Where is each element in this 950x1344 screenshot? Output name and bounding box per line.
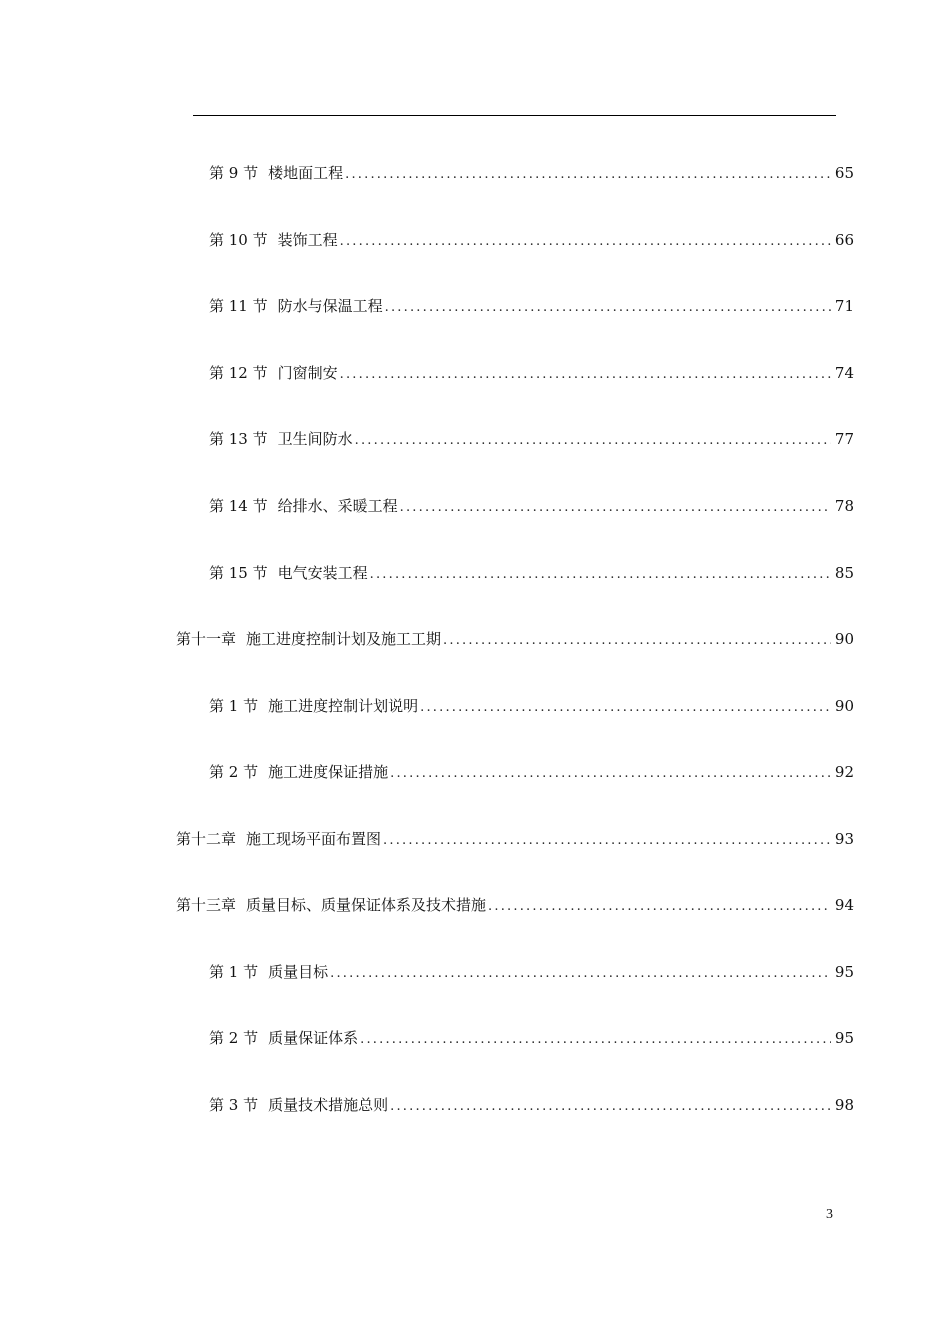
toc-entry-title: 装饰工程 — [277, 231, 338, 249]
toc-entry-title: 施工进度控制计划及施工工期 — [246, 630, 442, 648]
toc-entry[interactable] — [209, 427, 854, 451]
toc-entry-number: 第 1 节 — [209, 963, 259, 981]
toc-entry-number: 第 2 节 — [209, 1029, 259, 1047]
toc-entry[interactable] — [209, 228, 854, 252]
page-number: 3 — [826, 1207, 833, 1222]
toc-entry-page: 66 — [834, 231, 854, 249]
toc-entry-page: 93 — [834, 830, 854, 848]
toc-leader-dots — [355, 429, 831, 453]
toc-entry-page: 78 — [834, 497, 854, 515]
toc-leader-dots — [330, 962, 831, 986]
toc-entry-number: 第 12 节 — [209, 364, 268, 382]
toc-entry-page: 95 — [834, 963, 854, 981]
toc-entry-page: 71 — [834, 297, 854, 315]
toc-entry-title: 施工进度保证措施 — [268, 763, 389, 781]
toc-entry-title: 给排水、采暖工程 — [277, 497, 398, 515]
toc-entry-page: 77 — [834, 430, 854, 448]
toc-leader-dots — [400, 496, 831, 520]
toc-entry-title: 卫生间防水 — [277, 430, 353, 448]
toc-leader-dots — [390, 762, 831, 786]
toc-entry-number: 第 3 节 — [209, 1096, 259, 1114]
toc-entry-title: 防水与保温工程 — [277, 297, 383, 315]
toc-entry-page: 90 — [834, 630, 854, 648]
toc-entry-title: 施工进度控制计划说明 — [268, 697, 419, 715]
toc-entry[interactable] — [209, 760, 854, 784]
toc-entry-number: 第 11 节 — [209, 297, 268, 315]
toc-entry-number: 第 13 节 — [209, 430, 268, 448]
toc-leader-dots — [370, 563, 831, 587]
toc-entry-title: 质量目标、质量保证体系及技术措施 — [246, 896, 487, 914]
toc-entry-number: 第十三章 — [176, 896, 237, 914]
toc-entry[interactable] — [209, 960, 854, 984]
toc-chapter-entry[interactable] — [176, 893, 854, 917]
toc-entry-page: 92 — [834, 763, 854, 781]
toc-entry[interactable] — [209, 294, 854, 318]
toc-leader-dots — [345, 163, 831, 187]
toc-leader-dots — [383, 829, 831, 853]
toc-entry[interactable] — [209, 161, 854, 185]
toc-entry-title: 质量技术措施总则 — [268, 1096, 389, 1114]
toc-chapter-entry[interactable] — [176, 827, 854, 851]
toc-entry-title: 电气安装工程 — [277, 564, 368, 582]
toc-entry-page: 85 — [834, 564, 854, 582]
toc-entry[interactable] — [209, 1026, 854, 1050]
toc-entry-number: 第十一章 — [176, 630, 237, 648]
toc-leader-dots — [443, 629, 831, 653]
toc-entry-page: 65 — [834, 164, 854, 182]
toc-entry-title: 施工现场平面布置图 — [246, 830, 382, 848]
toc-leader-dots — [488, 895, 831, 919]
toc-entry[interactable] — [209, 694, 854, 718]
toc-leader-dots — [420, 696, 831, 720]
toc-entry-number: 第 9 节 — [209, 164, 259, 182]
toc-entry[interactable] — [209, 561, 854, 585]
toc-entry-page: 94 — [834, 896, 854, 914]
toc-leader-dots — [390, 1095, 831, 1119]
toc-chapter-entry[interactable] — [176, 627, 854, 651]
toc-entry-title: 楼地面工程 — [268, 164, 344, 182]
toc-leader-dots — [340, 230, 831, 254]
toc-leader-dots — [385, 296, 831, 320]
toc-entry-number: 第 10 节 — [209, 231, 268, 249]
toc-leader-dots — [360, 1028, 831, 1052]
toc-entry[interactable] — [209, 1093, 854, 1117]
toc-entry-page: 98 — [834, 1096, 854, 1114]
toc-entry-title: 质量保证体系 — [268, 1029, 359, 1047]
toc-entry-number: 第十二章 — [176, 830, 237, 848]
toc-entry-number: 第 1 节 — [209, 697, 259, 715]
toc-entry-title: 质量目标 — [268, 963, 329, 981]
toc-entry[interactable] — [209, 361, 854, 385]
toc-entry-number: 第 14 节 — [209, 497, 268, 515]
toc-entry-title: 门窗制安 — [277, 364, 338, 382]
toc-entry-page: 95 — [834, 1029, 854, 1047]
toc-entry-number: 第 15 节 — [209, 564, 268, 582]
toc-entry-page: 90 — [834, 697, 854, 715]
toc-entry-number: 第 2 节 — [209, 763, 259, 781]
toc-entry[interactable] — [209, 494, 854, 518]
toc-leader-dots — [340, 363, 831, 387]
toc-entry-page: 74 — [834, 364, 854, 382]
